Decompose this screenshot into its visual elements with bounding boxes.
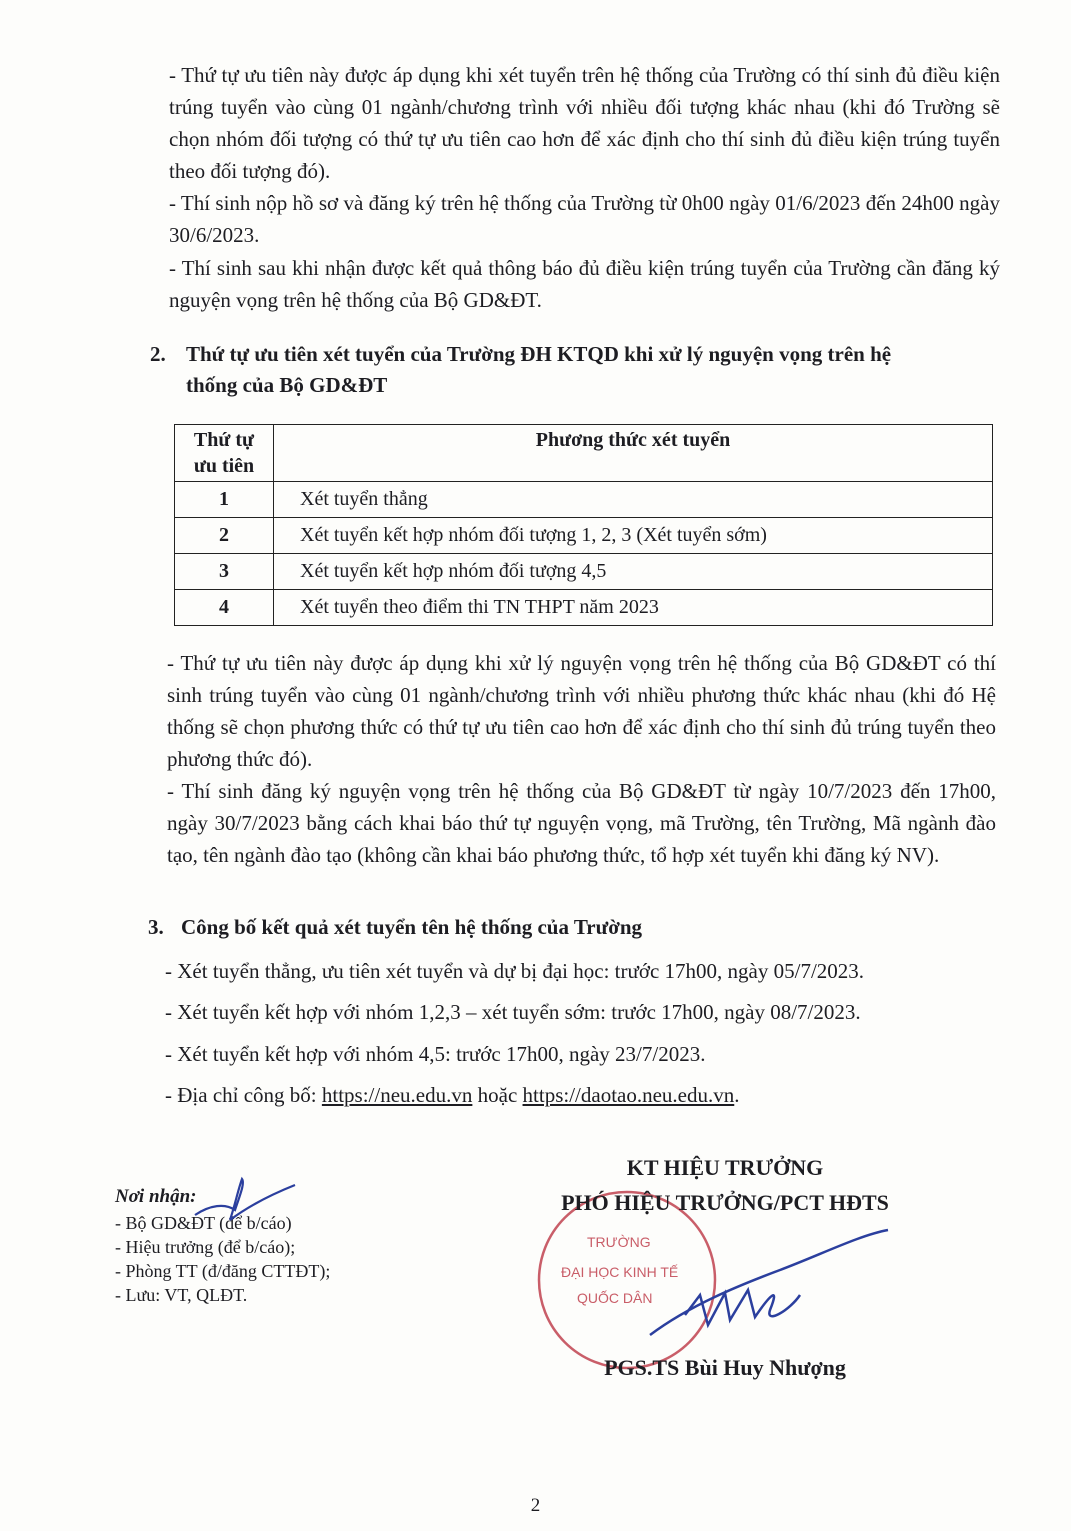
row-order: 1 xyxy=(175,482,274,518)
paragraph-priority-school: - Thứ tự ưu tiên này được áp dụng khi xét tuyển trên hệ thống của Trường có thí sinh đủ điều kiện trúng tuyển vào cùng 01 ngành/chương trình với nhiều đối tượng khác nhau (khi đó Trường sẽ chọn nhóm đối tượng có thứ tự ưu tiên cao hơn để xác định cho thí sinh đủ điều kiện trúng tuyển theo đối tượng đó). xyxy=(169,63,1000,183)
svg-text:ĐẠI HỌC KINH TẾ: ĐẠI HỌC KINH TẾ xyxy=(561,1264,679,1280)
paragraph-ministry-period: - Thí sinh đăng ký nguyện vọng trên hệ thống của Bộ GD&ĐT từ ngày 10/7/2023 đến 17h00, ngày 30/7/2023 bằng cách khai báo thứ tự nguyện vọng, mã Trường, tên Trường, Mã ngành đào tạo, tên ngành đào tạo (không cần khai báo phương thức, tổ hợp xét tuyển khi đăng ký NV). xyxy=(167,779,996,867)
section-2-number: 2. xyxy=(150,342,166,366)
announcement-item: - Xét tuyển kết hợp với nhóm 4,5: trước 17h00, ngày 23/7/2023. xyxy=(165,1042,706,1066)
announcement-address xyxy=(165,1080,740,1110)
svg-text:QUỐC DÂN: QUỐC DÂN xyxy=(577,1290,653,1306)
address-suffix: . xyxy=(734,1083,740,1107)
recipients-title: Nơi nhận: xyxy=(115,1186,197,1207)
table-row xyxy=(175,590,993,626)
announcement-item: - Xét tuyển kết hợp với nhóm 1,2,3 – xét tuyển sớm: trước 17h00, ngày 08/7/2023. xyxy=(165,1000,861,1024)
row-method: Xét tuyển kết hợp nhóm đối tượng 4,5 xyxy=(274,554,993,590)
paragraph-application-period: - Thí sinh nộp hồ sơ và đăng ký trên hệ thống của Trường từ 0h00 ngày 01/6/2023 đến 24h00 ngày 30/6/2023. xyxy=(169,191,1000,247)
section-3-number: 3. xyxy=(148,915,164,939)
address-prefix: - Địa chỉ công bố: xyxy=(165,1083,322,1107)
table-header-row xyxy=(175,425,993,482)
row-order: 2 xyxy=(175,518,274,554)
recipient-item: - Lưu: VT, QLĐT. xyxy=(115,1285,248,1305)
initials-signature xyxy=(190,1175,300,1235)
priority-table xyxy=(174,424,993,626)
paragraph-register-ministry: - Thí sinh sau khi nhận được kết quả thông báo đủ điều kiện trúng tuyển của Trường cần đăng ký nguyện vọng trên hệ thống của Bộ GD&ĐT. xyxy=(169,256,1000,312)
row-method: Xét tuyển thẳng xyxy=(274,482,993,518)
section-2-heading-line2: thống của Bộ GD&ĐT xyxy=(186,373,388,397)
row-method: Xét tuyển theo điểm thi TN THPT năm 2023 xyxy=(274,590,993,626)
signer-name: PGS.TS Bùi Huy Nhượng xyxy=(604,1355,846,1380)
row-order: 3 xyxy=(175,554,274,590)
signature-title-line2: PHÓ HIỆU TRƯỞNG/PCT HĐTS xyxy=(561,1190,889,1215)
section-3-heading-text: Công bố kết quả xét tuyển tên hệ thống của Trường xyxy=(181,915,643,939)
link-neu[interactable]: https://neu.edu.vn xyxy=(321,1083,473,1107)
table-row xyxy=(175,554,993,590)
header-method: Phương thức xét tuyển xyxy=(274,425,993,482)
signature-title-line1: KT HIỆU TRƯỞNG xyxy=(626,1155,824,1180)
page-number: 2 xyxy=(530,1495,541,1516)
table-row xyxy=(175,518,993,554)
section-2-heading-line1: Thứ tự ưu tiên xét tuyển của Trường ĐH KTQD khi xử lý nguyện vọng trên hệ xyxy=(186,342,892,366)
announcement-item: - Xét tuyển thẳng, ưu tiên xét tuyển và dự bị đại học: trước 17h00, ngày 05/7/2023. xyxy=(165,959,865,983)
paragraph-priority-ministry: - Thứ tự ưu tiên này được áp dụng khi xử lý nguyện vọng trên hệ thống của Bộ GD&ĐT có thí sinh trúng tuyển vào cùng 01 ngành/chương trình với nhiều phương thức khác nhau (khi đó Hệ thống sẽ chọn phương thức có thứ tự ưu tiên cao hơn để xác định cho thí sinh đủ trúng tuyển theo phương thức đó). xyxy=(167,651,996,771)
header-order-line1: Thứ tự xyxy=(193,429,255,451)
header-order xyxy=(175,425,274,482)
handwritten-signature xyxy=(630,1225,900,1345)
row-method: Xét tuyển kết hợp nhóm đối tượng 1, 2, 3 (Xét tuyển sớm) xyxy=(274,518,993,554)
section-3-heading xyxy=(148,912,998,943)
section-2-heading xyxy=(150,339,1000,401)
svg-text:TRƯỜNG: TRƯỜNG xyxy=(587,1234,651,1250)
address-middle: hoặc xyxy=(472,1083,523,1107)
header-order-line2: ưu tiên xyxy=(193,455,255,477)
recipient-item: - Bộ GD&ĐT (để b/cáo) xyxy=(115,1213,292,1233)
table-row xyxy=(175,482,993,518)
row-order: 4 xyxy=(175,590,274,626)
link-daotao[interactable]: https://daotao.neu.edu.vn xyxy=(522,1083,735,1107)
recipient-item: - Phòng TT (đ/đăng CTTĐT); xyxy=(115,1261,331,1281)
recipient-item: - Hiệu trưởng (để b/cáo); xyxy=(115,1237,296,1257)
